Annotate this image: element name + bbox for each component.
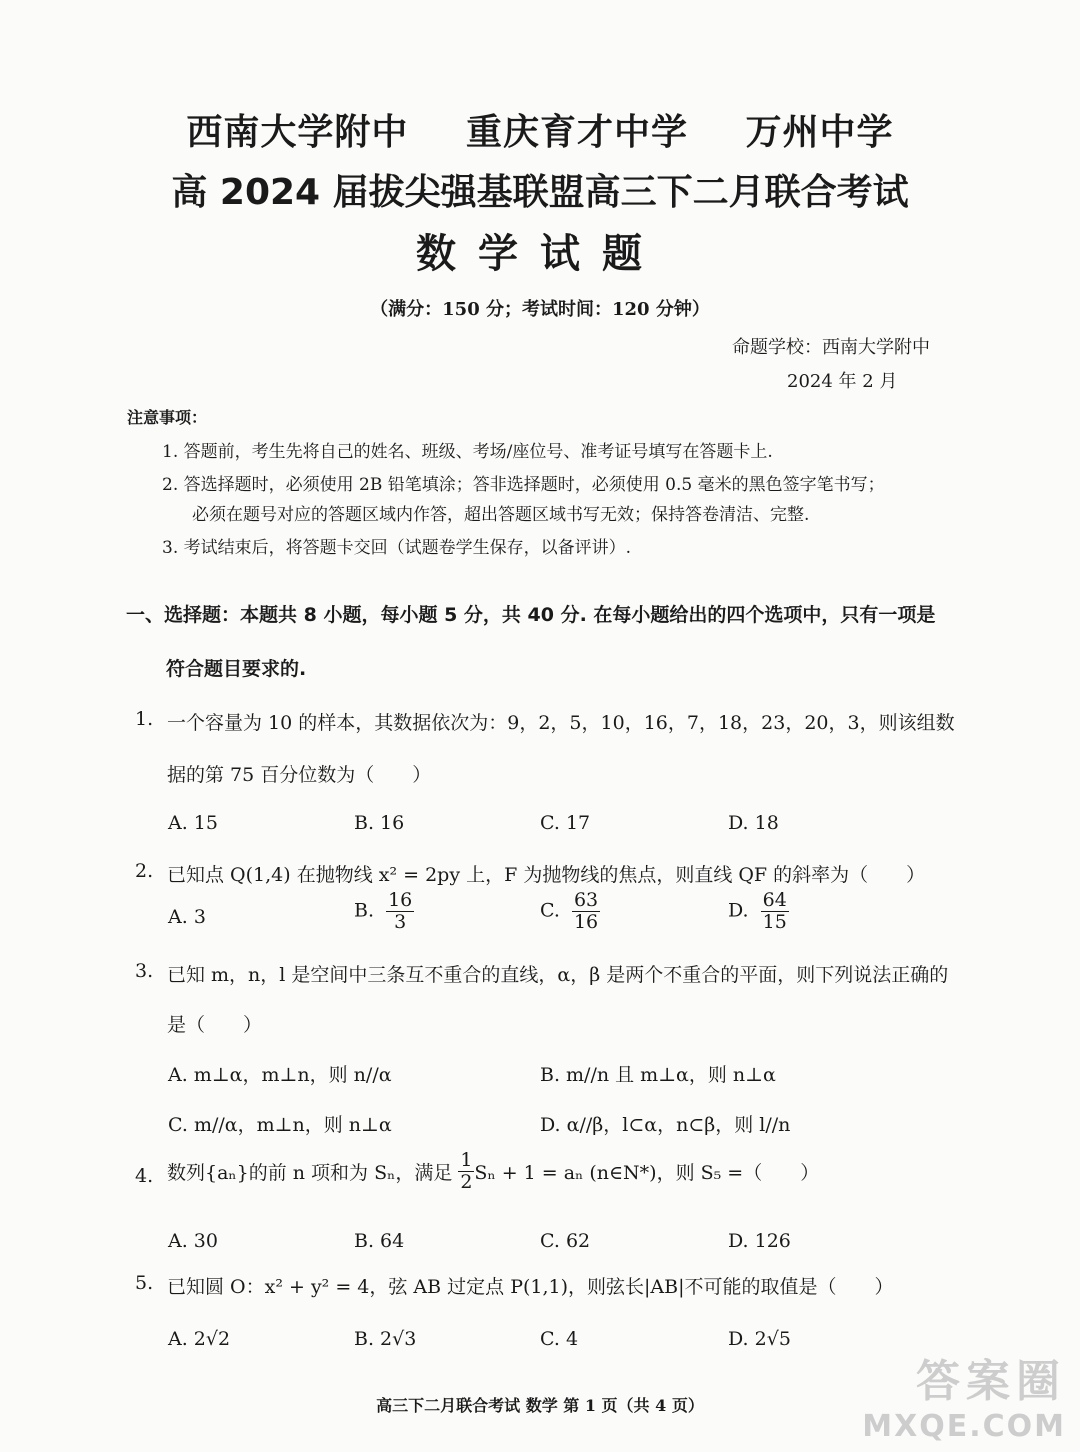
question-number: 2. bbox=[135, 860, 154, 882]
option-c: C. 62 bbox=[540, 1230, 591, 1252]
school-name: 西南大学附中 bbox=[186, 112, 409, 153]
option-c: C. 4 bbox=[540, 1328, 579, 1350]
fraction-numerator: 1 bbox=[460, 1149, 473, 1171]
setter-school: 命题学校：西南大学附中 bbox=[732, 337, 930, 358]
option-d: D. 126 bbox=[728, 1230, 791, 1252]
option-d bbox=[728, 890, 789, 933]
option-b: B. 64 bbox=[354, 1230, 405, 1252]
notice-item: 3. 考试结束后，将答题卡交回（试题卷学生保存，以备评讲）. bbox=[162, 538, 632, 558]
watermark-logo-text: 答案圈 bbox=[916, 1356, 1066, 1407]
score-time: （满分：150 分；考试时间：120 分钟） bbox=[370, 299, 710, 320]
question-number: 5. bbox=[135, 1272, 154, 1294]
watermark-url: MXQE.COM bbox=[862, 1409, 1066, 1444]
notice-item: 1. 答题前，考生先将自己的姓名、班级、考场/座位号、准考证号填写在答题卡上. bbox=[162, 442, 773, 462]
fraction-denominator: 2 bbox=[460, 1170, 473, 1193]
fraction bbox=[458, 1150, 474, 1193]
question-text: 一个容量为 10 的样本，其数据依次为：9，2，5，10，16，7，18，23，20，3，则该组数 bbox=[167, 712, 955, 734]
fraction-numerator: 64 bbox=[762, 889, 787, 911]
option-b: B. 16 bbox=[354, 812, 405, 834]
option-d: D. 2√5 bbox=[728, 1328, 791, 1350]
option-a bbox=[168, 906, 206, 928]
option-d: D. 18 bbox=[728, 812, 779, 834]
option-a: A. 15 bbox=[168, 812, 218, 834]
option-a: A. m⊥α，m⊥n，则 n//α bbox=[168, 1064, 392, 1086]
question-text: 已知圆 O：x² + y² = 4，弦 AB 过定点 P(1,1)，则弦长|AB|不可能的取值是（ ） bbox=[167, 1276, 894, 1298]
option-value: 3 bbox=[193, 906, 206, 928]
option-b: B. m//n 且 m⊥α，则 n⊥α bbox=[540, 1064, 776, 1086]
option-label: C. bbox=[540, 899, 560, 922]
question-text: 已知 m，n，l 是空间中三条互不重合的直线，α，β 是两个不重合的平面，则下列说法正确的 bbox=[167, 964, 949, 986]
option-label: B. bbox=[354, 899, 375, 922]
section-heading-cont: 符合题目要求的. bbox=[166, 658, 307, 680]
question-text-suffix: Sₙ + 1 = aₙ (n∈N*)，则 S₅ =（ ） bbox=[474, 1161, 820, 1184]
fraction-denominator: 3 bbox=[394, 910, 407, 933]
question-number: 3. bbox=[135, 960, 154, 982]
question-text: 已知点 Q(1,4) 在抛物线 x² = 2py 上，F 为抛物线的焦点，则直线 QF 的斜率为（ ） bbox=[167, 864, 926, 886]
fraction-denominator: 16 bbox=[573, 910, 599, 933]
notice-item: 2. 答选择题时，必须使用 2B 铅笔填涂；答非选择题时，必须使用 0.5 毫米的黑色签字笔书写； bbox=[162, 475, 885, 495]
option-label: D. bbox=[728, 899, 749, 922]
exam-date: 2024 年 2 月 bbox=[787, 371, 898, 392]
option-d: D. α//β，l⊂α，n⊂β，则 l//n bbox=[540, 1114, 791, 1136]
option-a: A. 30 bbox=[168, 1230, 218, 1252]
fraction-denominator: 15 bbox=[762, 910, 787, 933]
option-c: C. m//α，m⊥n，则 n⊥α bbox=[168, 1114, 392, 1136]
exam-title: 高 2024 届拔尖强基联盟高三下二月联合考试 bbox=[171, 172, 909, 213]
fraction bbox=[761, 890, 789, 933]
question-number: 1. bbox=[135, 708, 154, 730]
question-number: 4. bbox=[135, 1165, 154, 1187]
school-name: 万州中学 bbox=[745, 112, 894, 153]
subject-title: 数学试题 bbox=[416, 231, 664, 277]
page-footer: 高三下二月联合考试 数学 第 1 页（共 4 页） bbox=[376, 1396, 704, 1415]
fraction bbox=[572, 890, 600, 933]
option-c bbox=[540, 890, 600, 933]
section-heading: 一、选择题：本题共 8 小题，每小题 5 分，共 40 分. 在每小题给出的四个选项中，只有一项是 bbox=[126, 604, 936, 626]
fraction-numerator: 63 bbox=[573, 889, 599, 911]
notice-item: 必须在题号对应的答题区域内作答，超出答题区域书写无效；保持答卷清洁、完整. bbox=[192, 505, 810, 525]
option-label: A. bbox=[168, 906, 188, 928]
question-text: 是（ ） bbox=[167, 1014, 263, 1036]
watermark bbox=[862, 1345, 1066, 1444]
option-b bbox=[354, 890, 414, 933]
question-text bbox=[167, 1150, 819, 1193]
option-a: A. 2√2 bbox=[168, 1328, 231, 1350]
school-names bbox=[0, 104, 1080, 155]
question-text: 据的第 75 百分位数为（ ） bbox=[167, 764, 432, 786]
fraction bbox=[386, 890, 414, 933]
question-text-prefix: 数列{aₙ}的前 n 项和为 Sₙ，满足 bbox=[167, 1161, 453, 1184]
school-name: 重庆育才中学 bbox=[465, 112, 688, 153]
fraction-numerator: 16 bbox=[388, 889, 413, 911]
notice-title: 注意事项： bbox=[127, 408, 208, 427]
option-b: B. 2√3 bbox=[354, 1328, 417, 1350]
option-c: C. 17 bbox=[540, 812, 591, 834]
